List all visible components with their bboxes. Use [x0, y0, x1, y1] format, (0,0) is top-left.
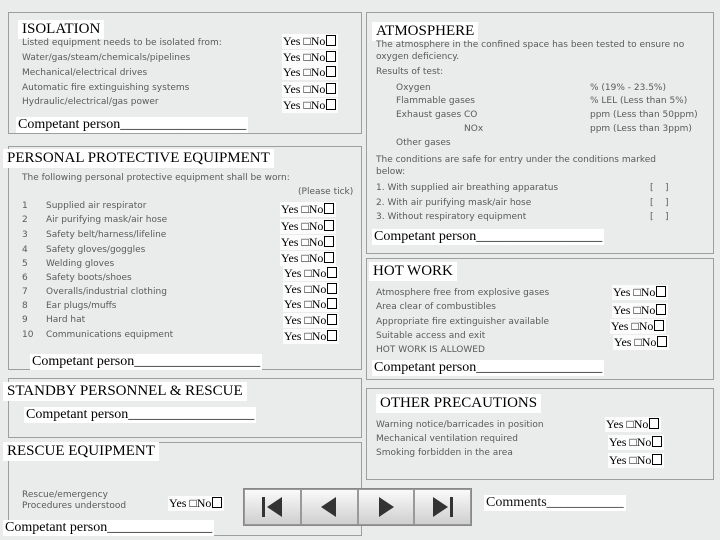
ppe-number: 3	[22, 230, 28, 240]
ppe-item: Communications equipment	[46, 330, 174, 340]
atmosphere-line: Results of test:	[376, 67, 444, 77]
ppe-number: 8	[22, 301, 28, 311]
yes-no-label: Yes □No	[284, 266, 327, 280]
yes-no-checkbox[interactable]	[280, 235, 336, 250]
ppe-number: 2	[22, 215, 28, 225]
rescue-equipment-heading: RESCUE EQUIPMENT	[3, 442, 159, 461]
checkbox-icon[interactable]	[326, 99, 336, 110]
rescue-line: Rescue/emergency	[22, 490, 108, 500]
tick-bracket[interactable]: [ ]	[650, 212, 669, 222]
hot-work-line: HOT WORK IS ALLOWED	[376, 345, 485, 355]
yes-no-checkbox[interactable]	[283, 297, 339, 312]
checkbox-icon[interactable]	[649, 418, 659, 429]
checkbox-icon[interactable]	[326, 51, 336, 62]
yes-no-checkbox[interactable]	[283, 313, 339, 328]
checkbox-icon[interactable]	[656, 304, 666, 315]
checkbox-icon[interactable]	[652, 454, 662, 465]
yes-no-label: Yes □No	[283, 98, 326, 112]
yes-no-label: Yes □No	[281, 235, 324, 249]
other-precaution-line: Warning notice/barricades in position	[376, 420, 544, 430]
checkbox-icon[interactable]	[327, 267, 337, 278]
yes-no-label: Yes □No	[283, 34, 326, 48]
checkbox-icon[interactable]	[326, 66, 336, 77]
ppe-number: 1	[22, 201, 28, 211]
ppe-number: 4	[22, 245, 28, 255]
checkbox-icon[interactable]	[327, 283, 337, 294]
checkbox-icon[interactable]	[652, 436, 662, 447]
atmosphere-line: Oxygen	[396, 83, 431, 93]
yes-no-label: Yes □No	[283, 65, 326, 79]
tick-bracket[interactable]: [ ]	[650, 183, 669, 193]
checkbox-icon[interactable]	[324, 236, 334, 247]
checkbox-icon[interactable]	[326, 35, 336, 46]
yes-no-label: Yes □No	[614, 335, 657, 349]
yes-no-label: Yes □No	[613, 303, 656, 317]
ppe-item: Hard hat	[46, 315, 86, 325]
ppe-tick-note: (Please tick)	[298, 187, 354, 197]
yes-no-checkbox[interactable]	[282, 65, 338, 80]
yes-no-checkbox[interactable]	[605, 417, 661, 432]
yes-no-label: Yes □No	[609, 453, 652, 467]
ppe-item: Air purifying mask/air hose	[46, 215, 168, 225]
ppe-item: Safety belt/harness/lifeline	[46, 230, 167, 240]
comments-field[interactable]: Comments___________	[486, 495, 624, 510]
ppe-item: Ear plugs/muffs	[46, 301, 117, 311]
yes-no-label: Yes □No	[283, 82, 326, 96]
rescue-line: Procedures understood	[22, 501, 127, 511]
hot-work-line: Suitable access and exit	[376, 331, 486, 341]
yes-no-checkbox[interactable]	[168, 496, 224, 511]
yes-no-label: Yes □No	[284, 282, 327, 296]
slide-navigation-bar	[243, 488, 472, 526]
yes-no-label: Yes □No	[283, 50, 326, 64]
atmosphere-line: The atmosphere in the confined space has been tested to ensure no	[376, 40, 685, 50]
atmosphere-line: Flammable gases	[396, 96, 475, 106]
ppe-item: Welding gloves	[46, 259, 115, 269]
ppe-item: Safety gloves/goggles	[46, 245, 146, 255]
yes-no-label: Yes □No	[281, 251, 324, 265]
checkbox-icon[interactable]	[212, 497, 222, 508]
isolation-line: Automatic fire extinguishing systems	[22, 83, 190, 93]
first-slide-button[interactable]	[244, 489, 301, 525]
yes-no-checkbox[interactable]	[283, 266, 339, 281]
ppe-number: 7	[22, 287, 28, 297]
isolation-line: Water/gas/steam/chemicals/pipelines	[22, 53, 191, 63]
checkbox-icon[interactable]	[327, 314, 337, 325]
yes-no-checkbox[interactable]	[612, 285, 668, 300]
competent-person-field[interactable]: Competant person__________________	[26, 407, 255, 422]
atmosphere-condition: below:	[376, 167, 406, 177]
atmosphere-condition: 3. Without respiratory equipment	[376, 212, 527, 222]
yes-no-checkbox[interactable]	[282, 34, 338, 49]
checkbox-icon[interactable]	[656, 286, 666, 297]
yes-no-checkbox[interactable]	[280, 251, 336, 266]
yes-no-checkbox[interactable]	[282, 50, 338, 65]
yes-no-label: Yes □No	[281, 219, 324, 233]
atmosphere-line: oxygen deficiency.	[376, 52, 460, 62]
checkbox-icon[interactable]	[324, 203, 334, 214]
atmosphere-value: ppm (Less than 3ppm)	[590, 124, 692, 134]
yes-no-checkbox[interactable]	[283, 329, 339, 344]
ppe-item: Supplied air respirator	[46, 201, 147, 211]
atmosphere-value: ppm (Less than 50ppm)	[590, 110, 698, 120]
hot-work-line: Area clear of combustibles	[376, 302, 496, 312]
competent-person-field[interactable]: Competant person__________________	[32, 354, 261, 369]
checkbox-icon[interactable]	[326, 83, 336, 94]
yes-no-label: Yes □No	[284, 313, 327, 327]
yes-no-label: Yes □No	[284, 329, 327, 343]
tick-bracket[interactable]: [ ]	[650, 198, 669, 208]
isolation-line: Listed equipment needs to be isolated from:	[22, 38, 222, 48]
checkbox-icon[interactable]	[654, 320, 664, 331]
yes-no-label: Yes □No	[609, 435, 652, 449]
yes-no-label: Yes □No	[169, 496, 212, 510]
isolation-line: Hydraulic/electrical/gas power	[22, 97, 159, 107]
yes-no-checkbox[interactable]	[280, 202, 336, 217]
checkbox-icon[interactable]	[324, 220, 334, 231]
yes-no-checkbox[interactable]	[608, 453, 664, 468]
competent-person-field[interactable]: Competant person_______________	[5, 520, 213, 535]
yes-no-checkbox[interactable]	[610, 319, 666, 334]
back-arrow-icon	[314, 494, 344, 520]
other-precaution-line: Mechanical ventilation required	[376, 434, 518, 444]
isolation-line: Mechanical/electrical drives	[22, 68, 148, 78]
forward-arrow-icon	[371, 494, 401, 520]
ppe-number: 9	[22, 315, 28, 325]
atmosphere-condition: The conditions are safe for entry under the conditions marked	[376, 155, 656, 165]
atmosphere-value: % LEL (Less than 5%)	[590, 96, 688, 106]
ppe-item: Overalls/industrial clothing	[46, 287, 167, 297]
ppe-heading: PERSONAL PROTECTIVE EQUIPMENT	[3, 149, 274, 168]
atmosphere-line: NOx	[464, 124, 484, 134]
last-slide-button[interactable]	[414, 489, 471, 525]
competent-person-field[interactable]: Competant person__________________	[18, 117, 247, 132]
checkbox-icon[interactable]	[324, 252, 334, 263]
yes-no-label: Yes □No	[606, 417, 649, 431]
competent-person-field[interactable]: Competant person__________________	[374, 229, 603, 244]
ppe-intro: The following personal protective equipment shall be worn:	[22, 173, 290, 183]
other-precaution-line: Smoking forbidden in the area	[376, 448, 513, 458]
yes-no-label: Yes □No	[613, 285, 656, 299]
checkbox-icon[interactable]	[327, 330, 337, 341]
ppe-number: 10	[22, 330, 34, 340]
yes-no-label: Yes □No	[611, 319, 654, 333]
hot-work-heading: HOT WORK	[369, 262, 457, 281]
atmosphere-condition: 1. With supplied air breathing apparatus	[376, 183, 559, 193]
competent-person-field[interactable]: Competant person__________________	[374, 360, 603, 375]
ppe-number: 5	[22, 259, 28, 269]
atmosphere-line: Other gases	[396, 138, 451, 148]
yes-no-checkbox[interactable]	[282, 98, 338, 113]
checkbox-icon[interactable]	[657, 336, 667, 347]
ppe-item: Safety boots/shoes	[46, 273, 132, 283]
yes-no-label: Yes □No	[284, 297, 327, 311]
yes-no-checkbox[interactable]	[612, 303, 668, 318]
ppe-number: 6	[22, 273, 28, 283]
hot-work-line: Atmosphere free from explosive gases	[376, 288, 550, 298]
atmosphere-condition: 2. With air purifying mask/air hose	[376, 198, 532, 208]
isolation-heading: ISOLATION	[18, 20, 104, 39]
previous-slide-button[interactable]	[301, 489, 358, 525]
yes-no-label: Yes □No	[281, 202, 324, 216]
atmosphere-value: % (19% - 23.5%)	[590, 83, 666, 93]
hot-work-line: Appropriate fire extinguisher available	[376, 317, 549, 327]
yes-no-checkbox[interactable]	[280, 219, 336, 234]
skip-back-icon	[257, 494, 287, 520]
yes-no-checkbox[interactable]	[608, 435, 664, 450]
other-precautions-heading: OTHER PRECAUTIONS	[376, 394, 541, 413]
next-slide-button[interactable]	[358, 489, 415, 525]
yes-no-checkbox[interactable]	[283, 282, 339, 297]
standby-heading: STANDBY PERSONNEL & RESCUE	[3, 382, 247, 401]
atmosphere-line: Exhaust gases CO	[396, 110, 478, 120]
skip-forward-icon	[428, 494, 458, 520]
atmosphere-heading: ATMOSPHERE	[372, 22, 478, 41]
yes-no-checkbox[interactable]	[613, 335, 669, 350]
yes-no-checkbox[interactable]	[282, 82, 338, 97]
checkbox-icon[interactable]	[327, 298, 337, 309]
